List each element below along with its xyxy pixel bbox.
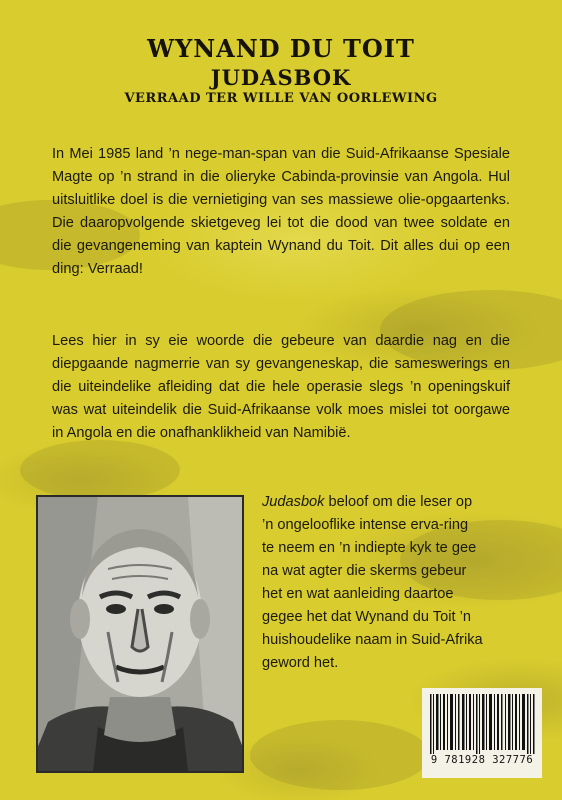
blurb-paragraph-3-text: beloof om die leser op ’n ongelooflike intense erva-ring te neem en ’n indiepte kyk te gee na wat agter die skerms gebeur het en wat aanleiding daartoe gegee het dat Wynand du Toit ’n huishoudelike naam in Suid-Afrika geword het. bbox=[262, 494, 483, 671]
blurb-paragraph-2: Lees hier in sy eie woorde die gebeure van daardie nag en die diepgaande nagmerrie van sy gevangeneskap, die sameswerings en die uiteindelike afleiding dat die hele operasie slegs ’n openingskuif was wat uiteindelik die Suid-Afrikaanse volk moes mislei tot oorgawe in Angola en die onafhanklikheid van Namibië. bbox=[52, 333, 510, 441]
author-portrait bbox=[36, 495, 244, 773]
book-title: JUDASBOK bbox=[210, 65, 352, 90]
title-block bbox=[0, 34, 562, 108]
blurb-paragraph-1: In Mei 1985 land ’n nege-man-span van die Suid-Afrikaanse Spesiale Magte op ’n strand in die olieryke Cabinda-provinsie van Angola. Hul uitsluitlike doel is die vernietiging van ses massiewe olie-opgaartenks. Die daaropvolgende skietgeveg lei tot die dood van twee soldate en die gevangeneming van kaptein Wynand du Toit. Dit alles dui op een ding: Verraad! bbox=[52, 146, 510, 277]
camo-patch bbox=[20, 440, 180, 500]
blurb-paragraph-3 bbox=[262, 491, 484, 675]
camo-patch bbox=[250, 720, 430, 790]
portrait-sketch-icon bbox=[38, 497, 242, 771]
book-subtitle: VERRAAD TER WILLE VAN OORLEWING bbox=[124, 91, 438, 106]
book-title-inline: Judasbok bbox=[262, 494, 325, 510]
isbn-barcode bbox=[422, 688, 542, 778]
author-name: WYNAND DU TOIT bbox=[147, 34, 415, 63]
barcode-icon bbox=[428, 694, 536, 754]
isbn-number: 9 781928 327776 bbox=[430, 754, 534, 766]
